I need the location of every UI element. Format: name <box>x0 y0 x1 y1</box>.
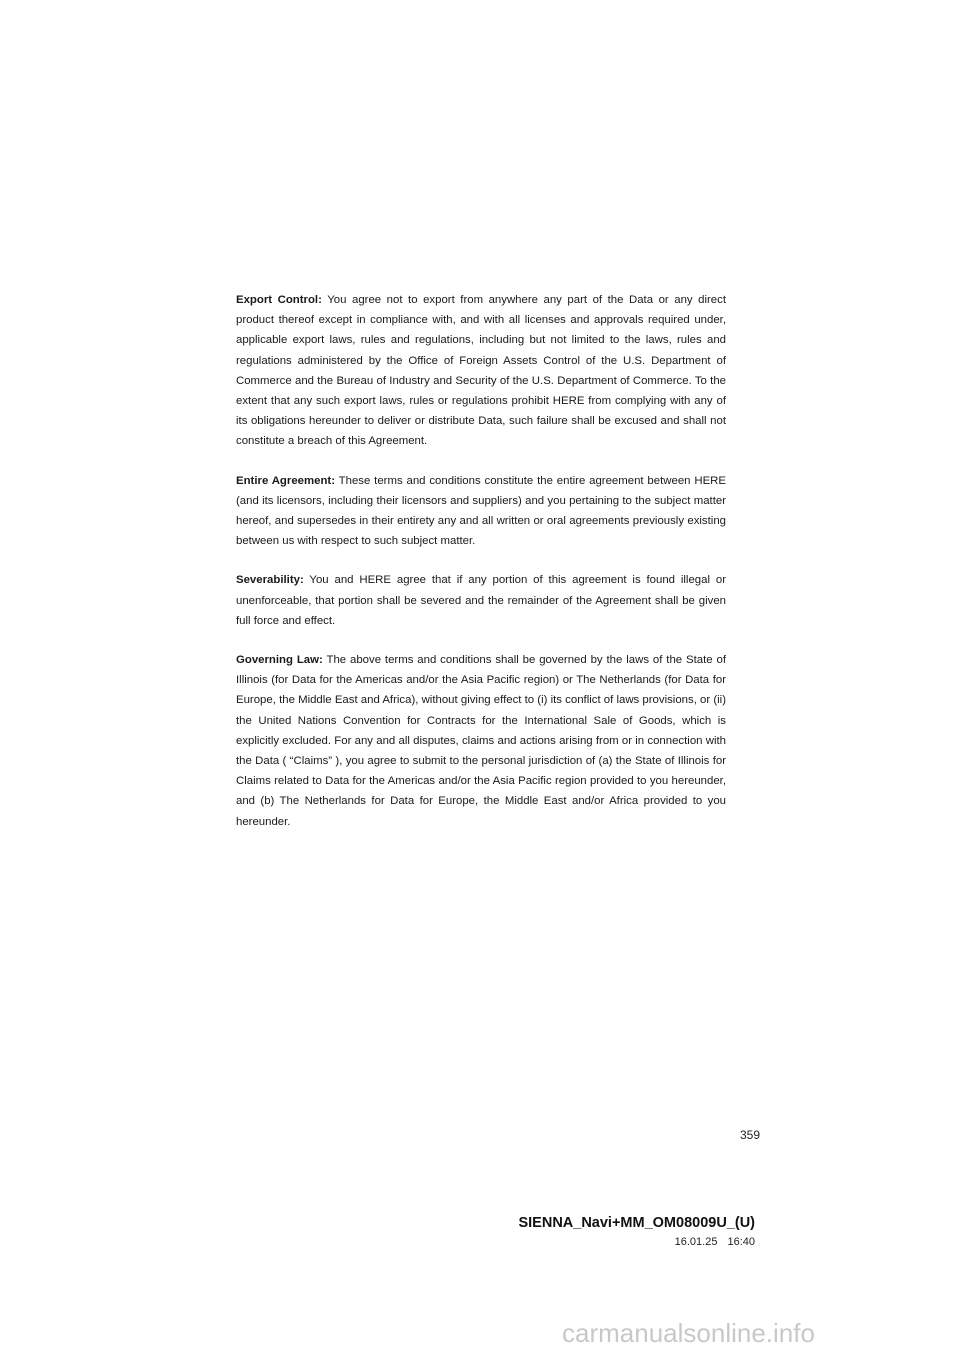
document-time: 16:40 <box>727 1236 755 1248</box>
section-heading: Severability: <box>236 574 304 587</box>
section-governing-law <box>236 650 726 832</box>
section-severability <box>236 570 726 631</box>
section-entire-agreement <box>236 471 726 552</box>
paragraph <box>236 650 726 832</box>
document-timestamp <box>675 1236 755 1248</box>
watermark: carmanualsonline.info <box>562 1318 815 1348</box>
document-id: SIENNA_Navi+MM_OM08009U_(U) <box>518 1215 755 1231</box>
paragraph <box>236 290 726 452</box>
section-body: You agree not to export from anywhere any part of the Data or any direct product thereof except in compliance with, and with all licenses and approvals required under, applicable export laws, rules and regulations, including but not limited to the laws, rules and regulations administered by the Office of Foreign Assets Control of the U.S. Department of Commerce and the Bureau of Industry and Security of the U.S. Department of Commerce. To the extent that any such export laws, rules or regulations prohibit HERE from complying with any of its obligations hereunder to deliver or distribute Data, such failure shall be excused and shall not constitute a breach of this Agreement. <box>236 294 727 448</box>
section-heading: Export Control: <box>236 294 322 306</box>
document-body <box>236 290 726 851</box>
section-heading: Entire Agreement: <box>236 474 336 487</box>
paragraph <box>236 570 726 631</box>
document-date: 16.01.25 <box>674 1236 718 1248</box>
section-body: The above terms and conditions shall be governed by the laws of the State of Illinois (for Data for the Americas and/or the Asia Pacific region) or The Netherlands (for Data for Europe, the Middle East and Africa), without giving effect to (i) its conflict of laws provisions, or (ii) the United Nations Convention for Contracts for the International Sale of Goods, which is explicitly excluded. For any and all disputes, claims and actions arising from or in connection with the Data ( “Claims” ), you agree to submit to the personal jurisdiction of (a) the State of Illinois for Claims related to Data for the Americas and/or the Asia Pacific region provided to you hereunder, and (b) The Netherlands for Data for Europe, the Middle East and/or Africa provided to you hereunder. <box>236 654 726 828</box>
section-heading: Governing Law: <box>236 654 323 667</box>
section-body: These terms and conditions constitute the entire agreement between HERE (and its licensors, including their licensors and suppliers) and you pertaining to the subject matter hereof, and supersedes in their entirety any and all written or oral agreements previously existing between us with respect to such subject matter. <box>236 474 726 548</box>
section-body: You and HERE agree that if any portion of this agreement is found illegal or unenforceable, that portion shall be severed and the remainder of the Agreement shall be given full force and effect. <box>236 574 726 627</box>
page-number: 359 <box>739 1128 760 1142</box>
paragraph <box>236 471 726 552</box>
section-export-control <box>236 290 726 452</box>
